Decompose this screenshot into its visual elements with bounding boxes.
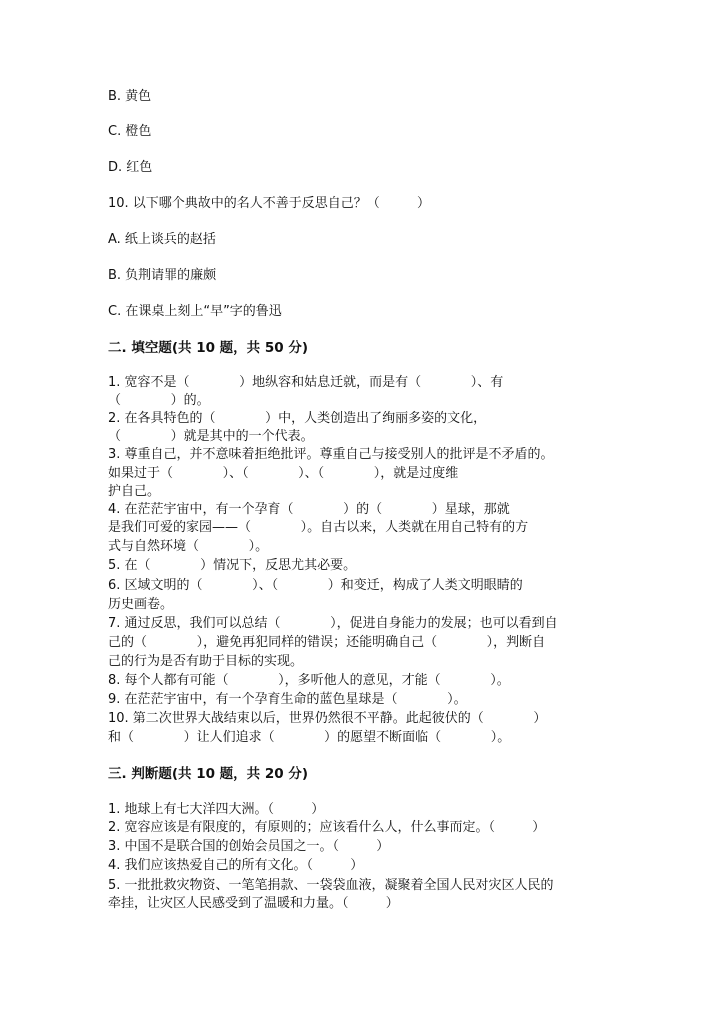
fill-line: （ ）的。 xyxy=(108,393,210,408)
question-10-option-b: B. 负荆请罪的廉颇 xyxy=(108,268,217,283)
section-2-heading: 二. 填空题(共 10 题，共 50 分) xyxy=(108,340,309,356)
fill-line: 7. 通过反思，我们可以总结（ ），促进自身能力的发展；也可以看到自 xyxy=(108,616,558,631)
fill-line: 己的（ ），避免再犯同样的错误；还能明确自己（ ），判断自 xyxy=(108,635,546,650)
question-10-option-a: A. 纸上谈兵的赵括 xyxy=(108,232,216,247)
judge-line: 1. 地球上有七大洋四大洲。（ ） xyxy=(108,802,325,817)
fill-line: 9. 在茫茫宇宙中，有一个孕育生命的蓝色星球是（ ）。 xyxy=(108,692,467,707)
question-10-option-c: C. 在课桌上刻上“早”字的鲁迅 xyxy=(108,304,282,319)
fill-line: 式与自然环境（ ）。 xyxy=(108,539,269,554)
fill-line: 和（ ）让人们追求（ ）的愿望不断面临（ ）。 xyxy=(108,730,511,745)
judge-line: 2. 宽容应该是有限度的，有原则的；应该看什么人，什么事而定。（ ） xyxy=(108,820,546,835)
fill-line: 3. 尊重自己，并不意味着拒绝批评。尊重自己与接受别人的批评是不矛盾的。 xyxy=(108,447,554,462)
judge-line: 5. 一批批救灾物资、一笔笔捐款、一袋袋血液，凝聚着全国人民对灾区人民的 xyxy=(108,878,554,893)
option-c: C. 橙色 xyxy=(108,124,152,139)
fill-line: 护自己。 xyxy=(108,484,161,499)
fill-line: 己的行为是否有助于目标的实现。 xyxy=(108,654,304,669)
fill-line: 是我们可爱的家园——（ ）。自古以来，人类就在用自己特有的方 xyxy=(108,520,529,535)
judge-line: 4. 我们应该热爱自己的所有文化。（ ） xyxy=(108,858,364,873)
fill-line: 4. 在茫茫宇宙中，有一个孕育（ ）的（ ）星球，那就 xyxy=(108,502,510,517)
section-3-heading: 三. 判断题(共 10 题，共 20 分) xyxy=(108,766,309,782)
fill-line: 5. 在（ ）情况下，反思尤其必要。 xyxy=(108,558,357,573)
option-b: B. 黄色 xyxy=(108,89,152,104)
option-d: D. 红色 xyxy=(108,160,153,175)
fill-line: 6. 区域文明的（ ）、（ ）和变迁，构成了人类文明眼睛的 xyxy=(108,578,523,593)
fill-line: 2. 在各具特色的（ ）中，人类创造出了绚丽多姿的文化， xyxy=(108,411,487,426)
question-10: 10. 以下哪个典故中的名人不善于反思自己？（ ） xyxy=(108,196,430,211)
fill-line: （ ）就是其中的一个代表。 xyxy=(108,429,314,444)
fill-line: 1. 宽容不是（ ）地纵容和姑息迁就，而是有（ ）、有 xyxy=(108,375,504,390)
fill-line: 历史画卷。 xyxy=(108,597,174,612)
judge-line: 牵挂，让灾区人民感受到了温暖和力量。（ ） xyxy=(108,896,399,911)
fill-line: 10. 第二次世界大战结束以后，世界仍然很不平静。此起彼伏的（ ） xyxy=(108,711,547,726)
fill-line: 8. 每个人都有可能（ ），多听他人的意见，才能（ ）。 xyxy=(108,673,510,688)
fill-line: 如果过于（ ）、（ ）、（ ），就是过度维 xyxy=(108,466,459,481)
judge-line: 3. 中国不是联合国的创始会员国之一。（ ） xyxy=(108,839,390,854)
